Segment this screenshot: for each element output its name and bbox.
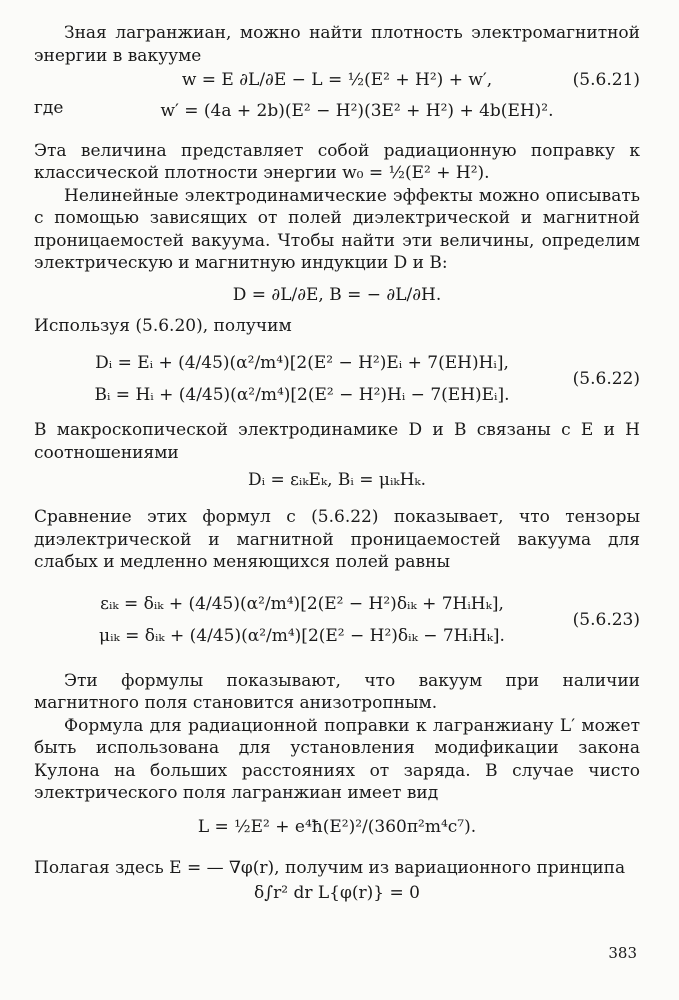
equation-number: (5.6.22): [572, 369, 640, 389]
paragraph: В макроскопической электродинамике D и B связаны с E и H соотношениями: [34, 420, 640, 463]
paragraph: Эти формулы показывают, что вакуум при наличии магнитного поля становится анизотропным.: [34, 670, 640, 713]
equation-number: (5.6.21): [572, 70, 640, 90]
equation-5-6-22: [34, 347, 640, 411]
equation-body: w′ = (4a + 2b)(E² − H²)(3E² + H²) + 4b(EH)².: [160, 100, 554, 121]
equation-line: Bᵢ = Hᵢ + (4/45)(α²/m⁴)[2(E² − H²)Hᵢ − 7(EH)Eᵢ].: [94, 385, 510, 405]
equation-w-prime: [34, 98, 640, 128]
paragraph: Сравнение этих формул с (5.6.22) показывает, что тензоры диэлектрической и магнитной проницаемостей вакуума для слабых и медленно меняющихся полей равны: [34, 507, 640, 572]
paragraph: Формула для радиационной поправки к лагранжиану L′ может быть использована для установления модификации закона Кулона на больших расстояниях от заряда. В случае чисто электрического поля лагранжиан имеет вид: [34, 715, 640, 803]
equation-body: δ∫r² dr L{φ(r)} = 0: [254, 883, 420, 903]
equation-5-6-21: [34, 67, 640, 97]
equation-5-6-23: [34, 588, 640, 652]
paragraph: Используя (5.6.20), получим: [34, 315, 292, 336]
paragraph: Полагая здесь E = — ∇φ(r), получим из вариационного принципа: [34, 857, 626, 878]
equation-material: [34, 464, 640, 500]
equation-line: εᵢₖ = δᵢₖ + (4/45)(α²/m⁴)[2(E² − H²)δᵢₖ + 7HᵢHₖ],: [100, 593, 504, 614]
paragraph: Зная лагранжиан, можно найти плотность электромагнитной энергии в вакууме: [34, 23, 640, 66]
page-number: 383: [608, 944, 637, 962]
equation-body: L = ½E² + e⁴ħ(E²)²/(360π²m⁴c⁷).: [197, 816, 477, 837]
equation-body: w = E ∂L/∂E − L = ½(E² + H²) + w′,: [181, 70, 493, 90]
equation-line: μᵢₖ = δᵢₖ + (4/45)(α²/m⁴)[2(E² − H²)δᵢₖ − 7HᵢHₖ].: [99, 625, 505, 646]
paragraph: Эта величина представляет собой радиационную поправку к классической плотности энергии w₀ = ½(E² + H²).: [34, 140, 640, 183]
equation-induction: [34, 275, 640, 315]
equation-lagrangian: [34, 805, 640, 851]
page-content: [34, 22, 640, 909]
paragraph: Нелинейные электродинамические эффекты можно описывать с помощью зависящих от полей диэлектрической и магнитной проницаемостей вакуума. Чтобы найти эти величины, определим электрическую и магнитную индукции D и B:: [34, 185, 640, 273]
equation-line: Dᵢ = Eᵢ + (4/45)(α²/m⁴)[2(E² − H²)Eᵢ + 7(EH)Hᵢ],: [95, 353, 509, 373]
equation-number: (5.6.23): [572, 609, 640, 630]
equation-body: Dᵢ = εᵢₖEₖ, Bᵢ = μᵢₖHₖ.: [247, 470, 426, 490]
paragraph: где: [34, 98, 64, 118]
equation-body: D = ∂L/∂E, B = − ∂L/∂H.: [232, 284, 442, 305]
equation-variational: [34, 879, 640, 909]
